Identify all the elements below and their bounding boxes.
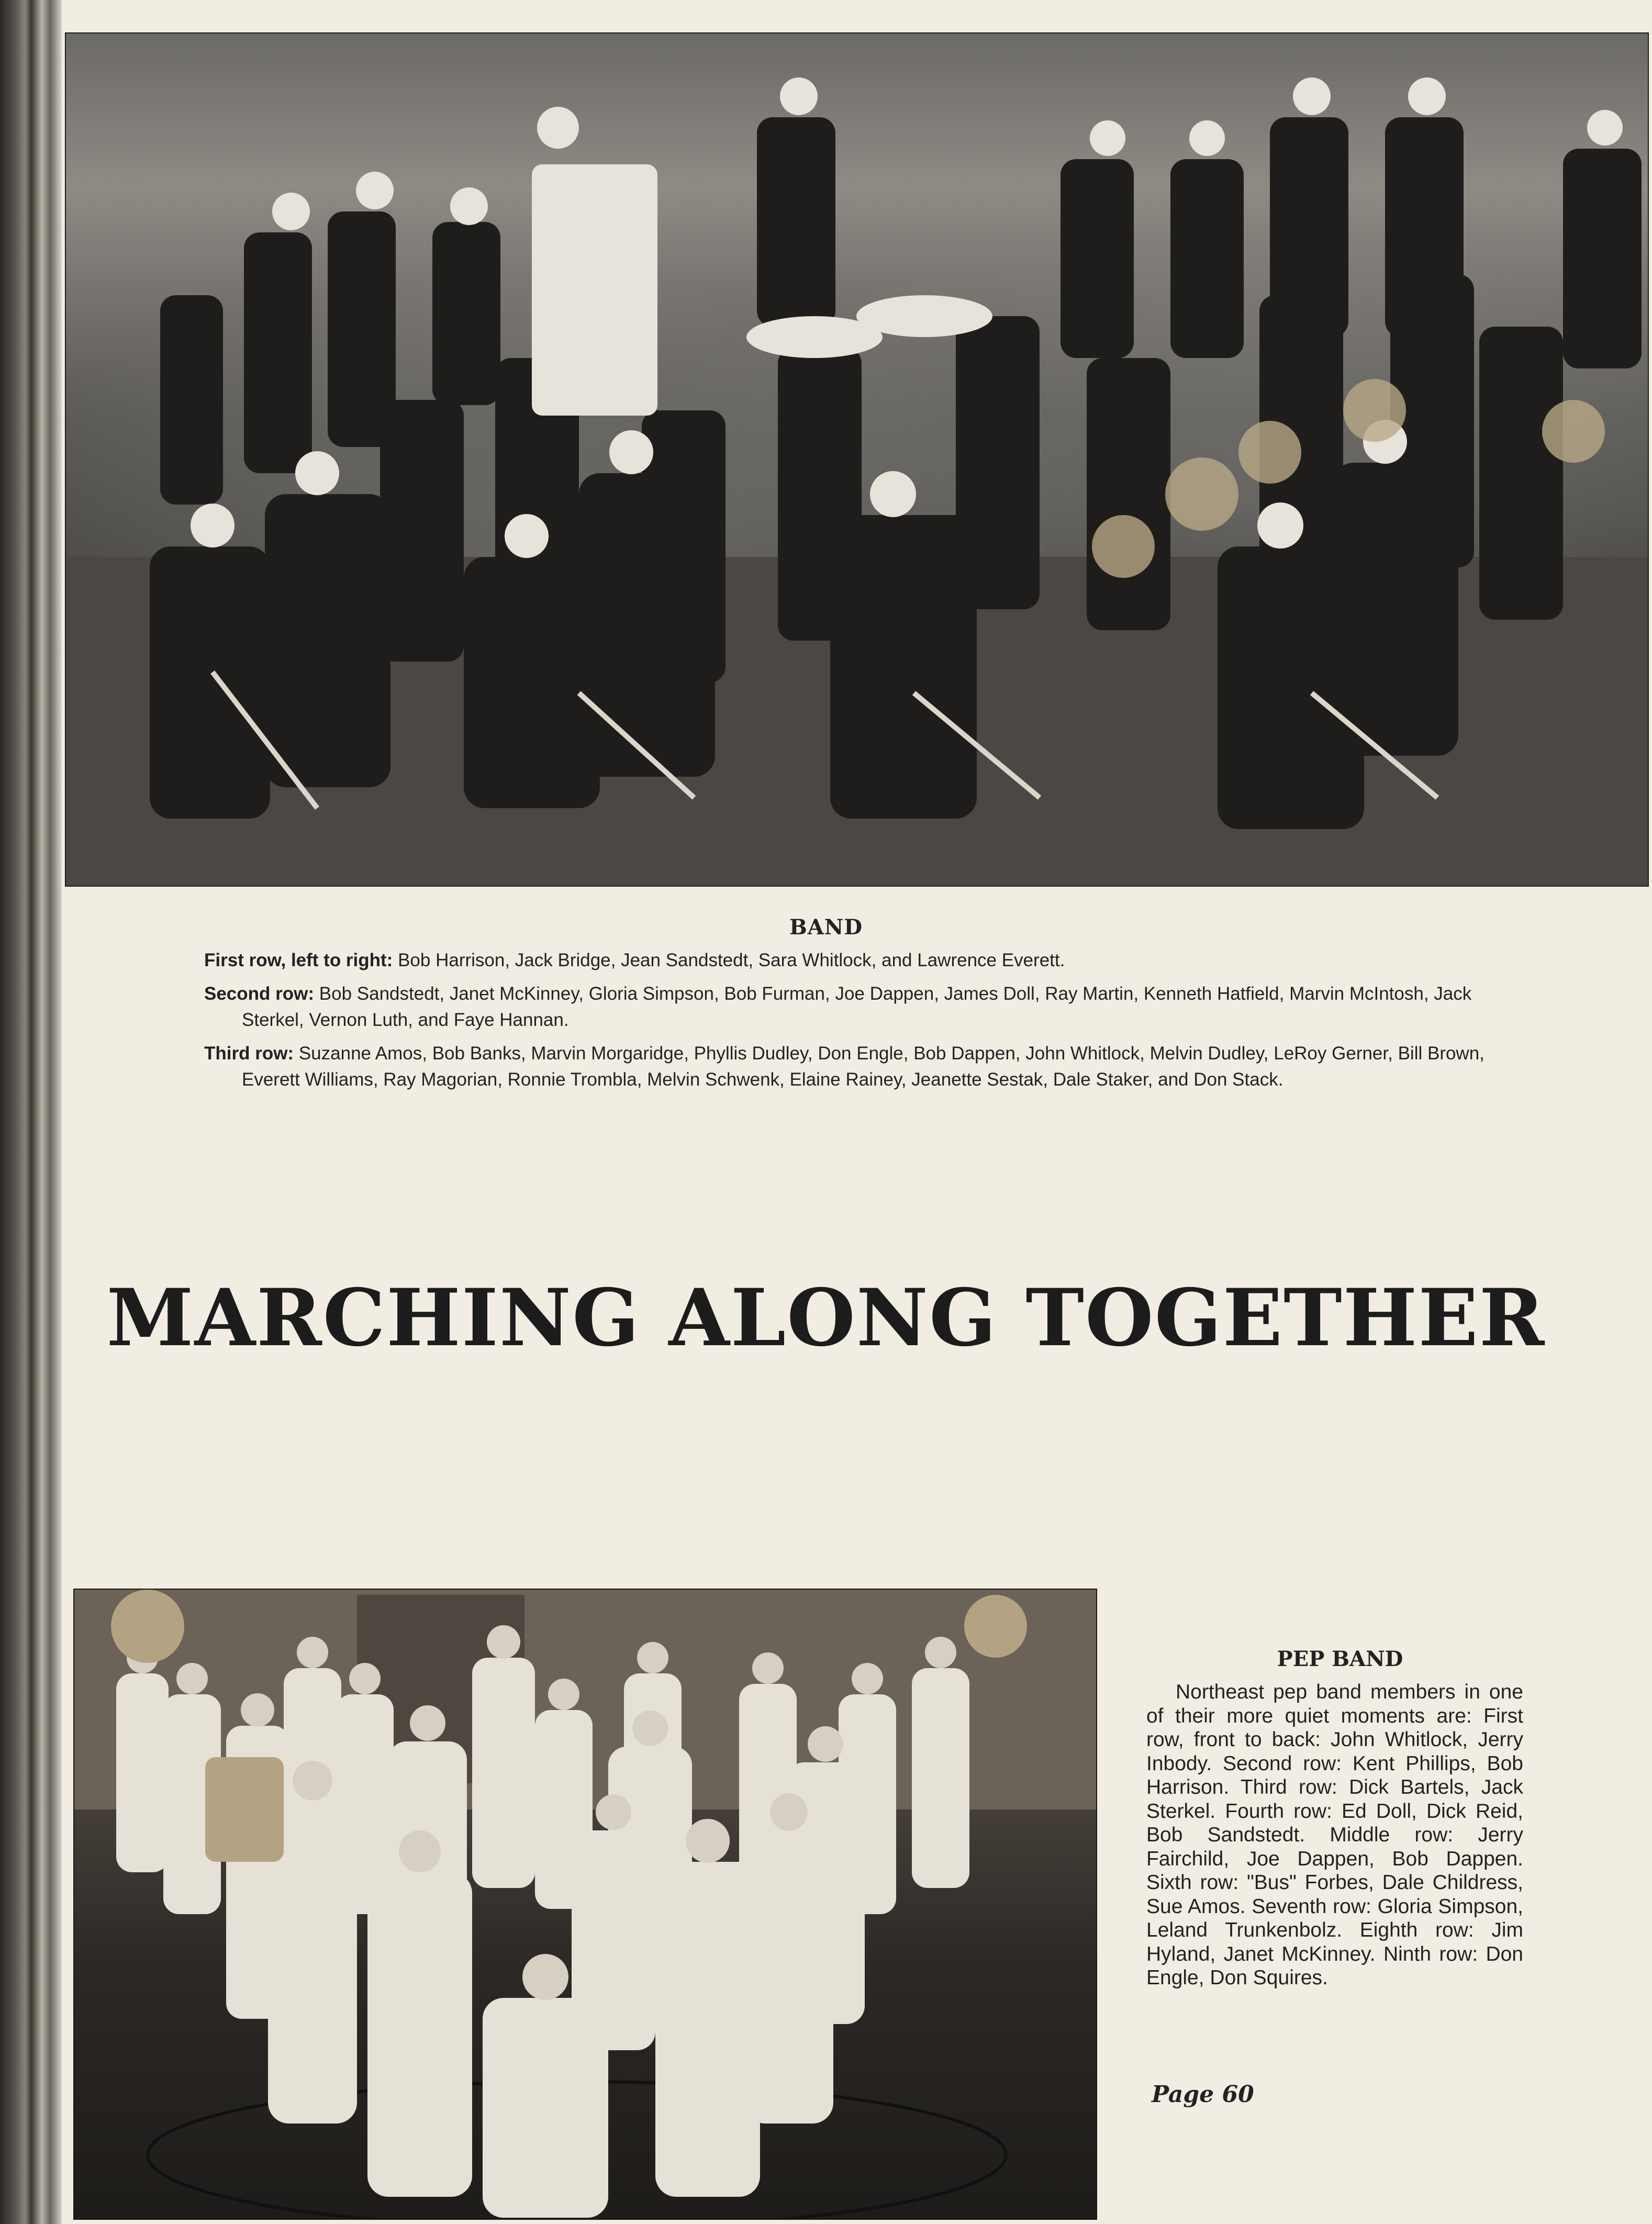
book-binding bbox=[0, 0, 62, 2224]
roster-row bbox=[204, 1041, 1518, 1093]
roster-row bbox=[204, 981, 1518, 1033]
pep-band-caption: Northeast pep band members in one of their more quiet moments are: First row, front to back: John Whitlock, Jerry Inbody. Second row: Kent Phillips, Bob Harrison. Third row: Dick Bartels, Jack Sterkel. Fourth row: Ed Doll, Dick Reid, Bob Sandstedt. Middle row: Jerry Fairchild, Joe Dappen, Bob Dappen. Sixth row: "Bus" Forbes, Dale Childress, Sue Amos. Seventh row: Gloria Simpson, Leland Trunkenbolz. Eighth row: Jim Hyland, Janet McKinney. Ninth row: Don Engle, Don Squires. bbox=[1146, 1681, 1523, 1989]
band-heading: BAND bbox=[789, 915, 863, 940]
band-photo bbox=[65, 32, 1649, 887]
pep-band-heading: PEP BAND bbox=[1277, 1647, 1403, 1671]
band-roster bbox=[204, 947, 1518, 1100]
page-number: Page 60 bbox=[1152, 2081, 1254, 2108]
roster-row-names: Bob Sandstedt, Janet McKinney, Gloria Simpson, Bob Furman, Joe Dappen, James Doll, Ray Martin, Kenneth Hatfield, Marvin McIntosh, Jack Sterkel, Vernon Luth, and Faye Hannan. bbox=[242, 984, 1472, 1030]
roster-row-label: Second row: bbox=[204, 984, 315, 1004]
page-headline: MARCHING ALONG TOGETHER bbox=[106, 1272, 1546, 1364]
roster-row-label: First row, left to right: bbox=[204, 950, 393, 970]
roster-row-names: Suzanne Amos, Bob Banks, Marvin Morgaridge, Phyllis Dudley, Don Engle, Bob Dappen, John Whitlock, Melvin Dudley, LeRoy Gerner, Bill Brown, Everett Williams, Ray Magorian, Ronnie Trombla, Melvin Schwenk, Elaine Rainey, Jeanette Sestak, Dale Staker, and Don Stack. bbox=[242, 1043, 1484, 1090]
pep-band-photo bbox=[73, 1589, 1097, 2220]
roster-row-names: Bob Harrison, Jack Bridge, Jean Sandstedt, Sara Whitlock, and Lawrence Everett. bbox=[398, 950, 1065, 970]
roster-row-label: Third row: bbox=[204, 1043, 294, 1064]
roster-row bbox=[204, 947, 1518, 974]
